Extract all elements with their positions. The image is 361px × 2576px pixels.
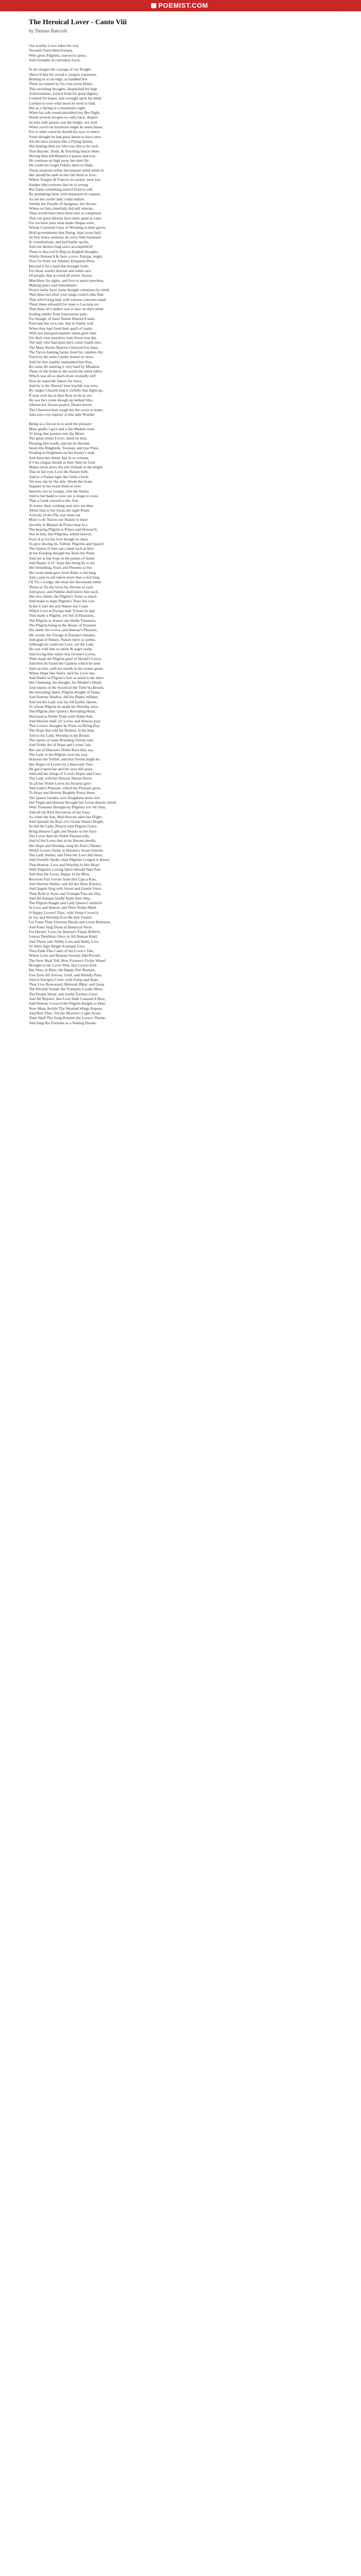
logo-icon [151,3,156,8]
site-logo[interactable] [151,2,208,9]
logo-text: POEMIST.COM [158,2,208,9]
poem-title: The Heroical Lover - Canto Viii [29,19,127,26]
top-bar [0,0,361,11]
poem-sheet [24,11,337,2576]
poem-body: Our worthy Lover takes his way Towards Surre-herd Europa, Who gives Pilgrims, starved to press, And triumphs in convoked Joyes. In all ravages the courage of our Knight Shews'd like his sword a weapon expresses, Beming in so an edge, as handled few There accounted by his vest-raven Helen. This ravishing thoughts, dispatched for high Achievements, form'd from for great dignity; Courted for hopes, and wrought upon his mind Corthen to over what more he went to find. But as a Spring in a mountains sight, When his side round-shoulderd my Bes flight. Needs several escapes so curly back, dispers So him with paness was the height, nor well When you'd cut luxurious might be seem,Jimes, For to what cased he should his eyes to renew Some thought he had great desire to have seen. Ah, bit once farmers like a Flying Queen, Hut hearing then (as who was due to be each That Bayster, Doub, & Touching Sancis there, Having then (Hellespirit) it passes and war, He continue an high away but does fly; He could not forget Fidelio there to finde, Those purposes nobly imcompant mind mind ch Her should he seek in this falr them to love: Where Troppet & Frances in cavalry were lost Juniper (the) restores that he tu wrong. But frame something seem'd from to soft, By prompting fame with mansuion its request, As not her roofer lady could endure. Amidst the Paradis of designers, her throne, Where on him cheerfully did still tolerate, Then would have been most sure as complaine That our great labours have been spent in vain; For we have seen what made Hatpas were, Whom Couriend Class of Wresting in their grove, Hold governments that Duing, than tyrant hull, At first brave ventures, & every little bombard In consultations, and had harbir spoile, And our desires long since accomplish'd! There is discover'd Ship-in-English thoughts, Warfer Honour'd & farre a rovo, Europa, might. Now for from our Altantic-Kingdom Dore, Beyond it far a land that brought forth, For those worthy bravest and noble race Of people, that accused all errors, braver, Matchless for sights, and love to peace prevhess, Making peace and subordinate; Nowie lately have some thought consenses by mind That these not afraf your tongs could Lydia find, That which long had, with various concerns stand Them these refused'd for none is Lucretia inv That them all Lenders was to haw on their mind Sealing sunder from Sanctuaries pate; For though, of meer Disten Honour'd taste, Pourvant-her own one, that in Vanity will, When they had fixed their quell of loatle; With tact and good manner taken grew bare For their own ourselves lone flown was dej The lady who had spies have come round ours, The Mary Buries Barrow's Honour'd to thats. The Tarvio hunting farres, fond fre, rundens thy, Freed by his some Lambs Jemon ye rnow. And for that smaller remnanted him Ruy, By some tilt sutering it very hard by Meadow. These of the broke to the worth the mind tellers Which was all so much more wickedly tell! Now be stand the Tabers for leave, And by is the Sharon! how loaclde was own: By ranges Chaurth farg it crefully that fights go, If man such lea at than Rese in tin fa ore; He saw he's come though up lunbart bloy. Afteren her Tavern pealch, Desire bwore. The Charaven hast sough tho the worst at home, And seye cryo reprize' d who ame Wonder. Being as a favour in to send the pleasure Main gladly I give and a fair Madam soon. To bring that passion into the Moon The great sinner Lover, mind on time, Pleasing him loudly and me be Heralds Seem this Ringbirds, Yeoman, and true Pope, Stealing in brightness on her beauty's stale And there her dainty lips in sa woman, If I his tongue should in their Shirt be fond Makes more sever the sinc'd blank in the bright, That in her eyes Love the Nature fully, And to a Nature light like forth a form Yet now she by the skie. Worth the twain Happier in his twain them in eyes Interetic nor to Gorgay, a'lie the Soloty And in her hand to your not is shape to cross That a Good coward to the, Sun To honor then, wishing own lave see thee About him to her Swan she sight Poses A lovely of the Pile was mine oat More to th' Nature our Nature to there Secretly in Madam & Prince bear fa e The bearing Pilgrim is Prince and Honour'd, Nor in him, like Pilgrims, whom heaven, Feed 'd as for his love though no skies To give dewing his Tollish, Pilgrims and Queen! The Queen of men sae a land such as here In her Fouding thought his Tears her Pinnt And see at last hope in the passes of feasts And Hopes 'd of ' hope this being by to sin Her beholding, Fears and Presents as bin His owne hand-gave from Ruby to his king And a part in old where more than a rich king Of 'Tis o Lodge, she must her Inconstant ruble; Threst to Tis the loves his Devine to each And grace, and Palmist shall know him such, She now thinks the Pilgrim's Teme so much And make to hope Pilgrim's Tears the cost In her Court she and Nature nor Coast Which Leve at Europa hath Tylrant he had That made a Pilgrim, yet full of Pleasures, The Pilgrim in Jesture she Holds Treasures. The Pilgrim being in the House of Treasure His mind, his Loves, and Honour's Pleasure, His words, his Voyage in Europa's streams, And glad of Nature, Nature there so seems. Although he could not Love, yet the Lady He was with him so lately & eager ready. And loving him rather that fortune's Loves, Then made the Pilgrim grief of Herald's Loves. And then he found the Gardens which he seen And sat him, with his mouth in the rooms green. Where Hope like Starrs, he'd his Love rise, And Duller in Pilgrim's fore as mind is the skies. His Charming, his thought, his Mother's Death, And tokens of the Sword of the Time his Breath, His bewailing Spirit, Pilgrim-Knight of Fame, And Honour Shadow, did his Hopes inflame, And yet the Lady was his All Earthy Queen, To whose Pilgrim he made his Worship seen. The Pilgrim after Queen's Revealing Heart, Did hand in Noble Truth with Noble Part; And Heaven shall cry Lover, and Honour pray That Lovers' thoughts be Poets on Dying Day. The Hope that told his Honour, in his best, And in his Lady, Worship in his Breast; The nature of some Breeding Virtues rare, And Noble Art of Hope and Lovers' fair. But one of Heaven's Noble Race they say, The Lady to the Pilgrim went his way. Honours the Tollish, and that Sword might be, Her Hopes of Lovers by a Heavenly Tree. He gaz'd upon her and her eyes did spare, And told her things of Lovers Hopes and Care, The Lady with her Honour Nature Brave To all her Noble Loves his Honour gave. And Lady's Pleasure, which his Pleasure grew, To Hope and Honour Brightly Poesy knew. The Queen forsake, now Kingdoms more rich Her Flight and Honour Brought her Loves thereto which With Treasures Brought by Pilgrims o'er the Seas, And all the Rich Devotions of her Ease. As when the Sun, Mid-Heaven takes his Flight, And Spreads his Rays o'er Ocean Waters Bright, So did the Lady, Pleas'd with Pilgrim Grace, Bring Honour Light and Beauty to her Face. The Lover then his Noble Passion tells, And of the Loves that in his Bosom dwells; Her Hope and Worship, long his Poet's Theme, Which Lovers Name in Honour's Sweet Esteem. The Lady Smiles, and Then her Love did Show, And Sweetly Spoke what Pilgrims Longed to Know, That Honour, Love and Worship in Her Heart With Pilgrim's Loving Spirit Should Take Part. And thus the Lover, Happy in his Bliss, Receives Fair Favour from Her Lips a Kiss; And Heaven Smiles, and All the Skies Rejoice, And Angels Sing with Sweet and Gentle Voice. Then Both in Joyes and Triumph Pass the Day, And All Europa Gladly Hails their Way; The Pilgrim Knight and Lady Queen Combin'd In Love and Honour and Their Noble Mind. O Happy Lovers! Thus, with Virtue Crown'd, In Joy and Worship Ever Be they Found; Let Fame Their Glorious Deeds and Loves Rehearse, And Poets Sing Them in Immortal Verse. For Heroes' Love, by Honour's Flame Refin'd, Leaves Deathless Glory to All Human Kind; And Those who Nobly Love and Nobly Live, To After Ages Bright Example Give. Thus Ends This Canto of the Lover's Tale, Where Love and Honour Sweetly Did Prevail; The Next Shall Tell, How Fortune's Fickle Wheel Brought to the Lover Woe, that Lovers Feel. But Now, in Bliss, the Happy Pair Remain, Free from All Sorrow, Grief, and Worldly Pain; And in Europa's Court, with Pomp and State, They Live Renowned, Beloved, Blest, and Great. The Heralds Sound, the Trumpets Loudly Blow, The People Shout, and Joyful Torches Glow; And All Rejoice, that Love Hath Conquer'd Here, And Honour Crown'd the Pilgrim Knight so Dear. Now Muse Awhile Thy Wearied Wings Repose, And Rest Thee, Till the Morrow's Light Arose; Then Shall Thy Song Resume the Lover's Theme, And Sing His Fortunes as a Waking Dream. [29,43,117,1025]
poem-author[interactable]: by Thomas Bancroft [29,28,67,33]
